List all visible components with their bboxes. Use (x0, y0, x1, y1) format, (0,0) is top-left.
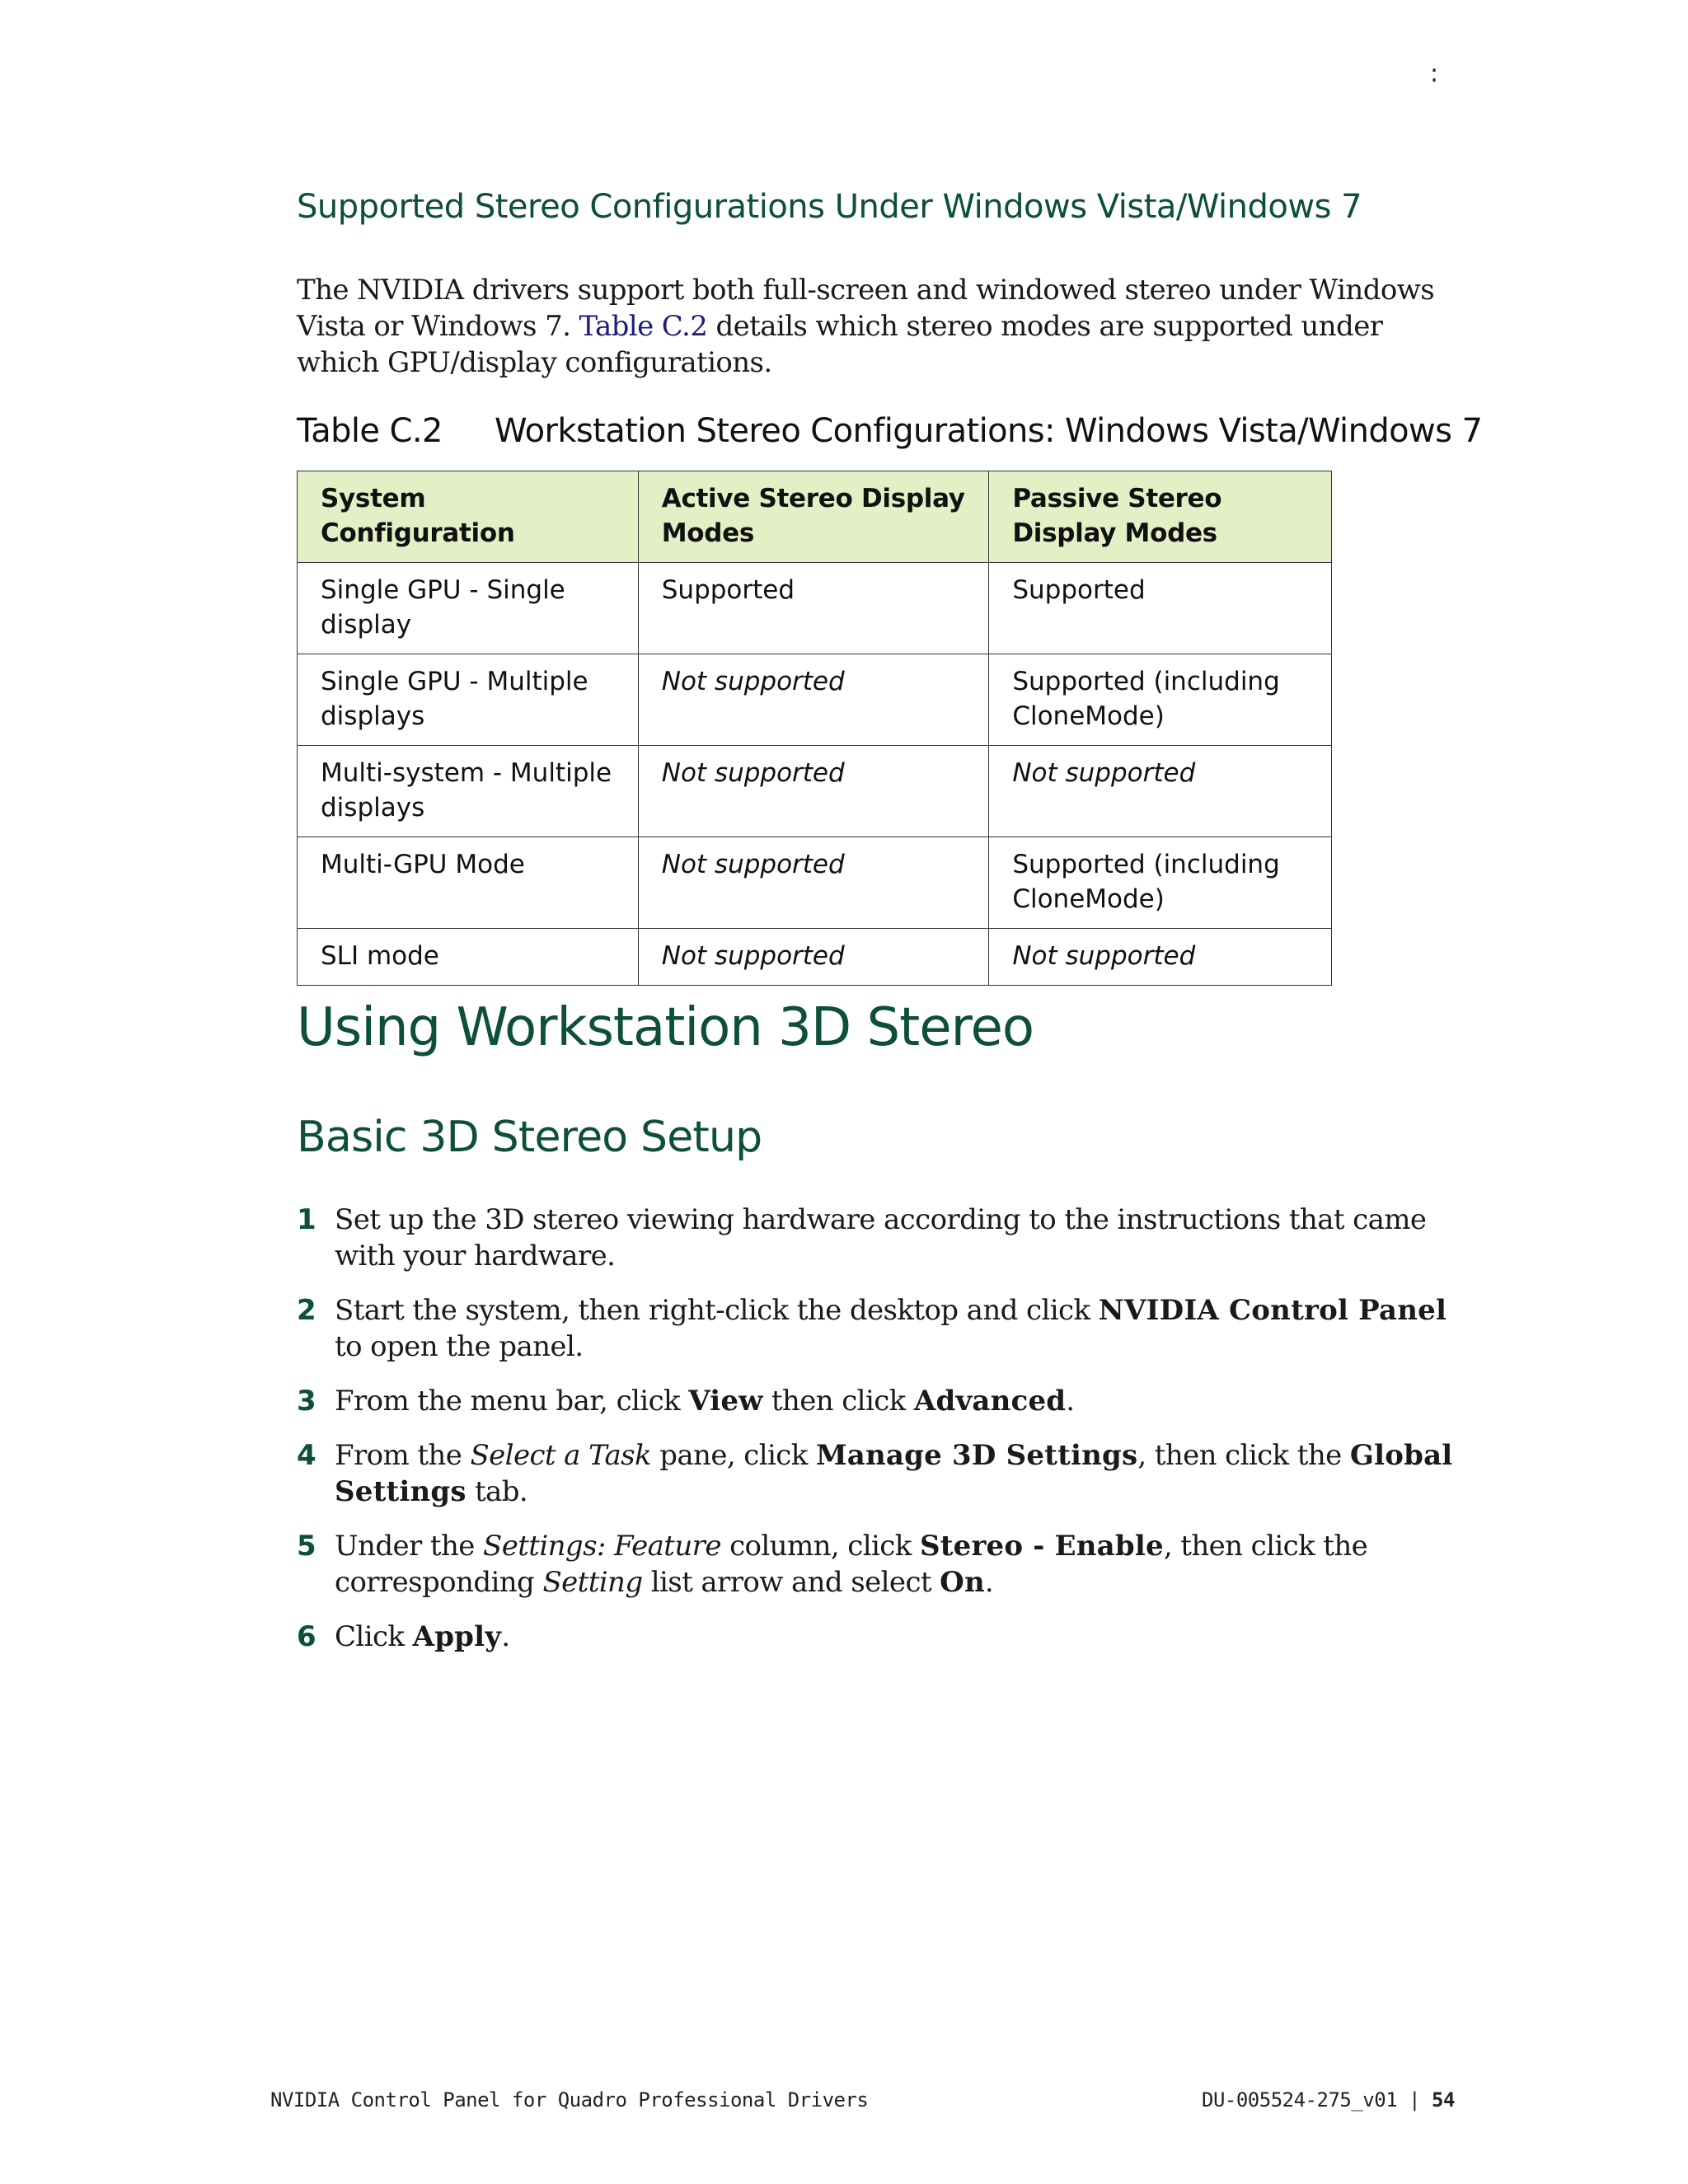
step-text: column, click (720, 1530, 920, 1563)
step-text: . (501, 1620, 510, 1653)
ui-term-stereo-enable: Stereo - Enable (919, 1530, 1164, 1563)
table-cell: Multi-GPU Mode (298, 837, 639, 929)
ui-term-nvidia-control-panel: NVIDIA Control Panel (1098, 1294, 1447, 1327)
ui-term-on: On (940, 1566, 985, 1599)
step-text: From the (335, 1439, 471, 1472)
step-number: 1 (297, 1203, 316, 1236)
step-text: pane, click (651, 1439, 816, 1472)
basic-setup-heading: Basic 3D Stereo Setup (297, 1113, 762, 1162)
step-text: Under the (335, 1530, 483, 1563)
step-text: Set up the 3D stereo viewing hardware according to the instructions that came with your hardware. (335, 1203, 1427, 1272)
header-mark: : (1430, 59, 1439, 88)
ui-term-select-a-task: Select a Task (470, 1439, 652, 1472)
intro-text-1: The NVIDIA drivers support both full-screen and windowed stereo under Windows Vista or Windows 7. (297, 274, 1435, 343)
header-passive-stereo: Passive Stereo Display Modes (989, 471, 1332, 563)
ui-term-setting: Setting (542, 1566, 643, 1599)
table-row (298, 746, 1332, 837)
table-cell: Single GPU - Single display (298, 563, 639, 654)
step-text: Click (335, 1620, 413, 1653)
table-row (298, 563, 1332, 654)
table-caption-title: Workstation Stereo Configurations: Windows Vista/Windows 7 (495, 412, 1483, 450)
intro-paragraph (297, 272, 1467, 381)
ui-term-manage-3d-settings: Manage 3D Settings (815, 1439, 1138, 1472)
footer-doc-id: DU-005524-275_v01 (1202, 2088, 1398, 2111)
table-cell: Supported (638, 563, 989, 654)
footer-document-title: NVIDIA Control Panel for Quadro Professional Drivers (270, 2088, 869, 2111)
table-cell: Not supported (989, 746, 1332, 837)
step-item (297, 1292, 1467, 1365)
step-text: From the menu bar, click (335, 1385, 689, 1418)
step-number: 2 (297, 1294, 316, 1327)
step-item (297, 1383, 1467, 1419)
table-cell: Not supported (638, 746, 989, 837)
table-caption-number: Table C.2 (297, 412, 443, 450)
table-cell: Supported (including CloneMode) (989, 654, 1332, 746)
step-number: 5 (297, 1530, 316, 1563)
step-number: 3 (297, 1385, 316, 1418)
table-row (298, 837, 1332, 929)
ui-term-global-settings: Global Settings (335, 1439, 1453, 1508)
header-active-stereo: Active Stereo Display Modes (638, 471, 989, 563)
table-row (298, 654, 1332, 746)
table-cell: Not supported (638, 837, 989, 929)
table-cross-reference-link[interactable]: Table C.2 (579, 310, 708, 343)
step-number: 6 (297, 1620, 316, 1653)
table-caption (297, 412, 1482, 450)
step-item (297, 1437, 1467, 1510)
table-header-row (298, 471, 1332, 563)
step-item (297, 1528, 1467, 1601)
table-cell: Not supported (989, 929, 1332, 986)
step-item (297, 1202, 1467, 1274)
table-row (298, 929, 1332, 986)
table-cell: Multi-system - Multiple displays (298, 746, 639, 837)
step-text: tab. (466, 1475, 528, 1508)
table-cell: Not supported (638, 929, 989, 986)
table-cell: Supported (including CloneMode) (989, 837, 1332, 929)
step-text: Start the system, then right-click the desktop and click (335, 1294, 1099, 1327)
footer-page-number: 54 (1432, 2088, 1455, 2111)
step-item (297, 1619, 1467, 1655)
table-cell: Supported (989, 563, 1332, 654)
step-text: , then click the corresponding (335, 1530, 1368, 1599)
step-text: , then click the (1137, 1439, 1350, 1472)
step-text: . (984, 1566, 994, 1599)
footer-separator: | (1397, 2088, 1432, 2111)
step-number: 4 (297, 1439, 316, 1472)
using-stereo-heading: Using Workstation 3D Stereo (297, 997, 1034, 1058)
ui-term-advanced: Advanced (913, 1385, 1067, 1418)
header-system-configuration: System Configuration (298, 471, 639, 563)
section-title: Supported Stereo Configurations Under Windows Vista/Windows 7 (297, 188, 1362, 226)
stereo-configurations-table (297, 471, 1332, 986)
footer-page-info (1202, 2088, 1455, 2111)
intro-text-2: details which stereo modes are supported under which GPU/display configurations. (297, 310, 1383, 379)
ui-term-settings-feature: Settings: Feature (483, 1530, 721, 1563)
ui-term-view: View (688, 1385, 763, 1418)
step-text: then click (762, 1385, 914, 1418)
step-text: to open the panel. (335, 1330, 584, 1363)
table-cell: Single GPU - Multiple displays (298, 654, 639, 746)
step-text: . (1066, 1385, 1075, 1418)
setup-steps-list (297, 1202, 1467, 1673)
table-cell: SLI mode (298, 929, 639, 986)
table-cell: Not supported (638, 654, 989, 746)
ui-term-apply: Apply (412, 1620, 502, 1653)
step-text: list arrow and select (642, 1566, 940, 1599)
